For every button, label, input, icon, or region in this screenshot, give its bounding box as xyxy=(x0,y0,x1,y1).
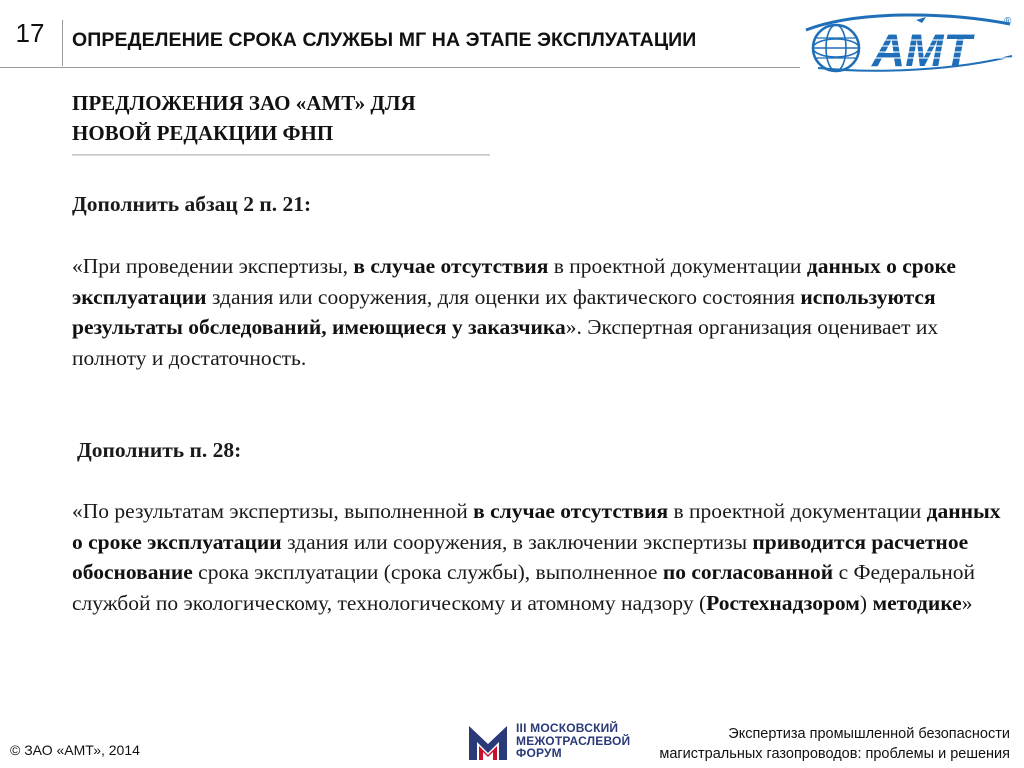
text-run: в проектной документации xyxy=(548,254,807,278)
forum-line2: МЕЖОТРАСЛЕВОЙ xyxy=(516,733,631,748)
logo-text: АМТ xyxy=(872,24,972,74)
slide-title: ОПРЕДЕЛЕНИЕ СРОКА СЛУЖБЫ МГ НА ЭТАПЕ ЭКСПЛУАТАЦИИ xyxy=(72,29,697,51)
copyright: © ЗАО «АМТ», 2014 xyxy=(10,742,140,758)
text-run: здания или сооружения, для оценки их фактического состояния xyxy=(206,284,801,309)
emphasis-run: данных о сроке эксплуатации xyxy=(72,499,1001,554)
section-title xyxy=(72,88,502,148)
section-title-line2: НОВОЙ РЕДАКЦИИ ФНП xyxy=(72,121,334,145)
text-run: ». Экспертная организация оценивает их полноту и достаточность. xyxy=(72,315,939,370)
footer-event-title xyxy=(659,724,1010,764)
text-run: с Федеральной службой по экологическому, технологическому и атомному надзору ( xyxy=(72,560,975,615)
block2-heading: Дополнить п. 28: xyxy=(77,438,242,462)
amt-logo-icon xyxy=(798,10,1020,74)
section-title-line1: ПРЕДЛОЖЕНИЯ ЗАО «АМТ» ДЛЯ xyxy=(72,91,416,115)
emphasis-run: в случае отсутствия xyxy=(353,254,549,278)
emphasis-run: по согласованной xyxy=(662,560,834,584)
text-run: в проектной документации xyxy=(668,499,927,523)
section-underline xyxy=(72,154,490,156)
text-run: ) xyxy=(859,590,873,615)
forum-line1: III МОСКОВСКИЙ xyxy=(516,721,619,735)
forum-name xyxy=(516,722,630,760)
slide-number: 17 xyxy=(15,18,45,48)
text-run: «По результатам экспертизы, выполненной xyxy=(72,499,474,523)
block2-paragraph xyxy=(72,496,1002,618)
emphasis-run: данных о сроке эксплуатации xyxy=(72,254,956,309)
block1-heading: Дополнить абзац 2 п. 21: xyxy=(72,192,312,216)
block1-paragraph xyxy=(72,251,1002,373)
logo-registered-mark: ® xyxy=(1004,16,1012,27)
forum-line3: ФОРУМ xyxy=(516,746,562,760)
header-divider-vertical xyxy=(62,20,63,66)
emphasis-run: в случае отсутствия xyxy=(473,499,669,523)
text-run: здания или сооружения, в заключении экспертизы xyxy=(281,529,753,554)
emphasis-run: методике xyxy=(872,590,962,615)
text-run: » xyxy=(961,590,973,615)
emphasis-run: используются результаты обследований, имеющиеся у заказчика xyxy=(72,284,936,339)
emphasis-run: приводится расчетное обоснование xyxy=(72,529,969,584)
text-run: «При проведении экспертизы, xyxy=(72,254,354,278)
footer-right-line2: магистральных газопроводов: проблемы и решения xyxy=(659,746,1010,762)
emphasis-run: Ростехнадзором xyxy=(706,590,860,615)
text-run: срока эксплуатации (срока службы), выполненное xyxy=(192,560,663,584)
forum-m-logo-icon xyxy=(467,722,509,762)
footer-right-line1: Экспертиза промышленной безопасности xyxy=(728,726,1010,742)
header-divider-horizontal xyxy=(0,67,800,68)
